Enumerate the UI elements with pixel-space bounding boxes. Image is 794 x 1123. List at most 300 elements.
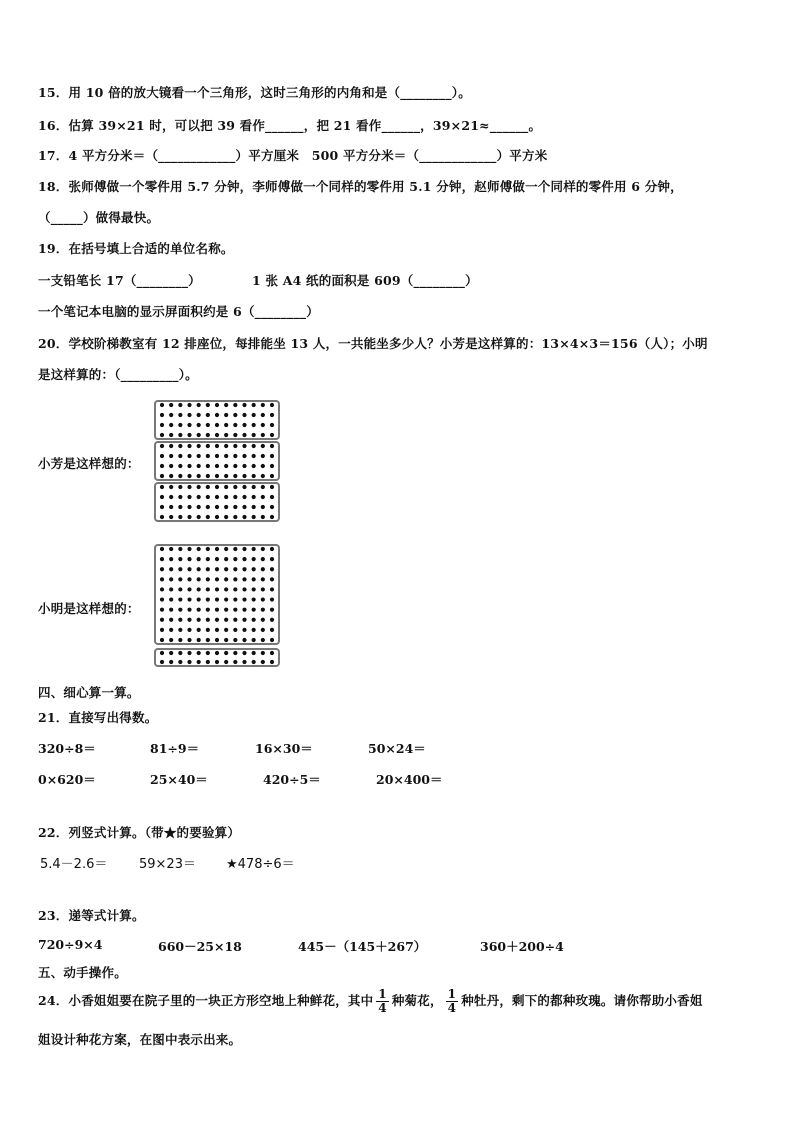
question-22-title: 22．列竖式计算。（带★的要验算） [38,825,241,840]
seat-dot [270,495,274,499]
q24-text-part2: 种菊花， [391,993,443,1008]
seat-dot [178,423,182,427]
seat-dot [215,618,219,622]
seat-dot [242,485,246,489]
seat-dot [178,557,182,561]
seat-dot [178,433,182,437]
seat-dot [261,567,265,571]
seat-dot [160,577,164,581]
seat-dot [215,577,219,581]
seat-dot [233,608,237,612]
seat-dot [242,557,246,561]
seat-dot [197,423,201,427]
seat-dot [206,567,210,571]
seat-dot [252,577,256,581]
seat-dot [242,505,246,509]
seat-dot [261,587,265,591]
seat-dot [178,515,182,519]
seat-dot [178,495,182,499]
seat-dot [187,660,191,664]
seat-dot [215,433,219,437]
q23-item1: 720÷9×4 [38,937,103,952]
seat-dot [252,464,256,468]
seat-dot [197,474,201,478]
q22-item1: 5.4－2.6＝ [40,857,108,872]
seat-dot [270,587,274,591]
seat-dot [261,547,265,551]
seat-dot [197,495,201,499]
q21-row1-item2: 81÷9＝ [150,741,200,756]
seat-dot [187,495,191,499]
seat-dot [160,403,164,407]
seat-dot [224,651,228,655]
seat-dot [169,505,173,509]
seat-dot [206,660,210,664]
seat-dot [270,515,274,519]
seat-dot [178,413,182,417]
seat-dot [233,587,237,591]
seat-dot [169,433,173,437]
seat-dot [206,618,210,622]
seat-dot [160,660,164,664]
seat-dot [252,587,256,591]
seat-dot [261,444,265,448]
seat-dot [252,505,256,509]
seat-dot [187,557,191,561]
seat-dot [252,515,256,519]
seat-dot [224,660,228,664]
seat-dot [224,628,228,632]
seat-dot [270,660,274,664]
seat-dot [160,515,164,519]
seat-dot [206,515,210,519]
seat-dot [242,423,246,427]
seat-dot [160,638,164,642]
seat-dot [206,454,210,458]
seat-dot [270,464,274,468]
seat-dot [261,577,265,581]
seat-dot [197,587,201,591]
seat-dot [160,474,164,478]
seat-dot [261,454,265,458]
seat-dot [169,651,173,655]
seat-dot [187,433,191,437]
seat-dot [187,505,191,509]
seat-dot [160,567,164,571]
seat-dot [197,608,201,612]
seat-dot [197,454,201,458]
seat-dot [270,474,274,478]
seat-dot [206,474,210,478]
seat-dot [178,547,182,551]
seat-dot [261,515,265,519]
seat-dot [169,495,173,499]
seat-dot [169,423,173,427]
seat-dot [187,638,191,642]
seat-dot [160,423,164,427]
question-19-item1: 一支铅笔长 17（________） [38,273,201,288]
seat-dot [261,485,265,489]
seat-dot [270,454,274,458]
seat-dot [206,577,210,581]
section-4-title: 四、细心算一算。 [38,685,140,700]
seat-dot [160,495,164,499]
seat-dot [215,651,219,655]
seat-dot [233,567,237,571]
seat-dot [169,454,173,458]
seat-dot [215,587,219,591]
seat-dot [233,638,237,642]
seat-dot [261,423,265,427]
seat-dot [187,413,191,417]
seat-dot [187,423,191,427]
seat-dot [169,567,173,571]
seat-dot [178,608,182,612]
seat-dot [160,557,164,561]
q23-item3: 445－（145＋267） [298,939,427,954]
q24-text-part1: 24．小香姐姐要在院子里的一块正方形空地上种鲜花，其中 [38,993,374,1008]
question-17: 17．4 平方分米＝（____________）平方厘米 500 平方分米＝（____________）平方米 [38,148,548,163]
seat-dot [242,618,246,622]
seat-dot [224,587,228,591]
seat-dot [215,628,219,632]
seat-dot [233,454,237,458]
seat-dot [224,608,228,612]
seat-dot [215,660,219,664]
seat-dot [169,444,173,448]
seat-dot [233,618,237,622]
seat-dot [178,618,182,622]
seat-dot [242,474,246,478]
seat-dot [233,444,237,448]
seat-dot [270,638,274,642]
seat-dot [178,660,182,664]
seat-dot [233,403,237,407]
seat-dot [215,547,219,551]
q23-item4: 360＋200÷4 [480,939,564,954]
seat-dot [242,547,246,551]
seat-dot [160,587,164,591]
seat-dot [215,515,219,519]
seat-dot [169,638,173,642]
seat-dot [178,464,182,468]
seat-dot [270,628,274,632]
seat-dot [242,651,246,655]
seat-dot [197,597,201,601]
q24-text-part3: 种牡丹，剩下的都种玫瑰。请你帮助小香姐 [461,993,703,1008]
seat-dot [169,628,173,632]
seat-dot [206,403,210,407]
seat-dot [252,433,256,437]
seat-dot [215,557,219,561]
seat-dot [270,651,274,655]
seat-dot [215,474,219,478]
seat-dot [169,608,173,612]
seat-dot [215,638,219,642]
seat-dot [160,485,164,489]
seat-dot [187,651,191,655]
seat-dot [197,567,201,571]
seat-dot [252,618,256,622]
seat-dot [233,557,237,561]
seat-dot [233,505,237,509]
seat-dot [224,433,228,437]
seat-dot [270,433,274,437]
seat-dot [160,413,164,417]
seat-dot [261,495,265,499]
seat-dot [261,557,265,561]
seat-dot [224,547,228,551]
seat-dot [215,597,219,601]
seat-dot [169,597,173,601]
seat-dot [233,433,237,437]
seat-dot [242,567,246,571]
seat-dot [233,464,237,468]
seat-dot [160,597,164,601]
seat-dot [197,547,201,551]
seat-dot [261,628,265,632]
seat-dot [178,651,182,655]
q21-row1-item1: 320÷8＝ [38,741,96,756]
seat-dot [187,444,191,448]
seat-dot [160,464,164,468]
seat-dot [197,577,201,581]
seat-dot [178,577,182,581]
seat-dot [206,505,210,509]
seat-dot [206,485,210,489]
seat-dot [252,547,256,551]
question-21-title: 21．直接写出得数。 [38,710,158,725]
question-19-item2: 1 张 A4 纸的面积是 609（________） [252,273,478,288]
seat-dot [233,423,237,427]
seat-dot [224,557,228,561]
seat-dot [197,618,201,622]
seat-dot [169,403,173,407]
question-24-line2: 姐设计种花方案，在图中表示出来。 [38,1032,242,1047]
seat-dot [224,454,228,458]
seat-dot [187,547,191,551]
q22-item2: 59×23＝ [139,857,196,872]
seat-dot [252,495,256,499]
seat-dot [206,608,210,612]
seat-dot [252,628,256,632]
question-24-line1 [38,988,703,1015]
seat-dot [206,651,210,655]
seat-dot [242,433,246,437]
seat-dot [233,547,237,551]
seat-dot [252,423,256,427]
seat-dot [187,628,191,632]
seat-dot [215,567,219,571]
seat-dot [169,557,173,561]
seat-dot [206,495,210,499]
seat-dot [197,660,201,664]
seat-dot [270,413,274,417]
seat-dot [224,505,228,509]
seat-dot [261,651,265,655]
seat-dot [270,597,274,601]
seat-dot [233,577,237,581]
seat-dot [187,464,191,468]
question-15: 15．用 10 倍的放大镜看一个三角形，这时三角形的内角和是（________）。 [38,85,471,100]
seat-dot [252,597,256,601]
seat-dot [160,454,164,458]
seat-dot [178,628,182,632]
seat-dot [187,618,191,622]
seat-dot [169,587,173,591]
seat-dot [169,464,173,468]
seat-dot [197,505,201,509]
seat-dot [215,413,219,417]
seat-dot [224,403,228,407]
seat-dot [224,638,228,642]
seat-dot [252,413,256,417]
seat-dot [206,557,210,561]
seat-dot [187,567,191,571]
seat-dot [252,557,256,561]
seat-dot [169,547,173,551]
seat-dot [197,403,201,407]
seat-dot [252,474,256,478]
seat-dot [160,628,164,632]
seat-dot [197,433,201,437]
seat-dot [197,557,201,561]
seat-dot [242,403,246,407]
seat-dot [233,413,237,417]
seat-dot [187,515,191,519]
question-20-line2: 是这样算的：（_________）。 [38,367,198,382]
seat-dot [261,413,265,417]
seat-dot [270,577,274,581]
seat-dot [160,547,164,551]
seat-dot [252,660,256,664]
question-18-line1: 18．张师傅做一个零件用 5.7 分钟，李师傅做一个同样的零件用 5.1 分钟，赵师傅做一个同样的零件用 6 分钟， [38,179,683,194]
question-16: 16．估算 39×21 时，可以把 39 看作______，把 21 看作______，39×21≈______。 [38,118,542,133]
seat-dot [197,651,201,655]
seat-dot [187,485,191,489]
seat-dot [206,628,210,632]
seat-dot [178,597,182,601]
seat-dot [224,423,228,427]
seat-dot [215,608,219,612]
question-23-title: 23．递等式计算。 [38,908,145,923]
seat-dot [215,464,219,468]
seat-dot [169,515,173,519]
seat-dot [178,587,182,591]
seat-dot [233,515,237,519]
seat-dot [224,485,228,489]
seat-dot [270,505,274,509]
question-18-line2: （_____）做得最快。 [38,210,160,225]
seat-dot [270,444,274,448]
seat-dot [178,444,182,448]
seat-dot [242,660,246,664]
seat-dot [215,444,219,448]
seat-dot [261,403,265,407]
seat-dot [206,413,210,417]
seat-dot [160,608,164,612]
xiaoming-label: 小明是这样想的： [38,601,140,616]
q21-row2-item2: 25×40＝ [150,772,208,787]
fraction-one-quarter-1: $\frac{1}{4}$ [378,987,387,1015]
seat-dot [169,577,173,581]
q21-row2-item3: 420÷5＝ [263,772,321,787]
question-19-item3: 一个笔记本电脑的显示屏面积约是 6（________） [38,304,319,319]
seat-dot [261,638,265,642]
seat-dot [224,577,228,581]
seat-dot [178,403,182,407]
seat-dot [224,618,228,622]
seat-dot [187,608,191,612]
q23-item2: 660－25×18 [158,939,242,954]
seat-dot [197,515,201,519]
fraction-one-quarter-2: $\frac{1}{4}$ [447,987,457,1015]
seat-dot [224,515,228,519]
seat-dot [169,413,173,417]
seat-dot [270,618,274,622]
seat-dot [233,628,237,632]
seat-dot [270,567,274,571]
seat-dot [169,485,173,489]
seat-dot [252,608,256,612]
seat-dot [233,651,237,655]
seat-dot [197,464,201,468]
seat-dot [160,618,164,622]
question-20-line1: 20．学校阶梯教室有 12 排座位，每排能坐 13 人，一共能坐多少人？小芳是这样算的：13×4×3＝156（人）；小明 [38,336,708,351]
seat-dot [187,577,191,581]
seat-dot [242,464,246,468]
seat-dot [224,413,228,417]
seat-dot [270,423,274,427]
seat-dot [206,423,210,427]
seat-dot [206,433,210,437]
q21-row1-item3: 16×30＝ [255,741,313,756]
seat-dot [242,454,246,458]
seat-dot [242,628,246,632]
seat-dot [233,495,237,499]
seat-dot [187,597,191,601]
seat-dot [261,505,265,509]
seat-dot [261,618,265,622]
seat-dot [215,403,219,407]
seat-dot [206,587,210,591]
seat-dot [233,660,237,664]
seat-dot [206,597,210,601]
seat-dot [206,444,210,448]
seat-dot [224,495,228,499]
seat-dot [224,567,228,571]
seat-dot [270,608,274,612]
seat-dot [187,587,191,591]
seat-dot [242,597,246,601]
seat-dot [178,567,182,571]
seat-dot [169,474,173,478]
seat-dot [197,485,201,489]
seat-dot [187,403,191,407]
seat-dot [252,485,256,489]
seat-dot [261,474,265,478]
seat-dot [252,454,256,458]
seat-dot [178,454,182,458]
seat-dot [242,515,246,519]
seat-dot [242,413,246,417]
seat-dot [169,618,173,622]
seat-dot [233,474,237,478]
seat-dot [242,638,246,642]
seat-dot [261,433,265,437]
seat-dot [160,444,164,448]
question-19-title: 19．在括号填上合适的单位名称。 [38,241,234,256]
